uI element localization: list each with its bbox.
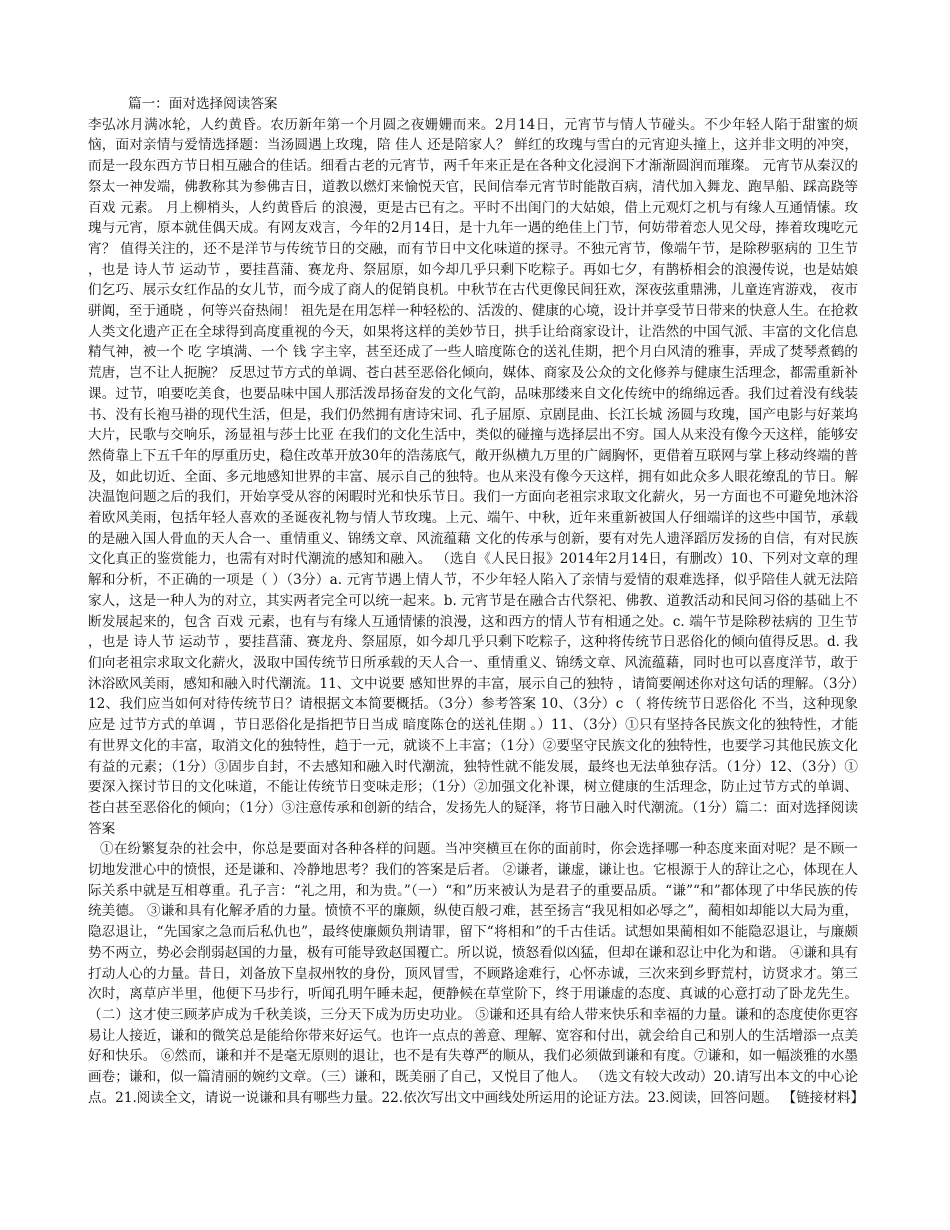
document-heading: 篇一：面对选择阅读答案 <box>128 96 278 112</box>
section-two-text: ①在纷繁复杂的社会中，你总是要面对各种各样的问题。当冲突横亘在你的面前时，你会选择哪一种态度来面对呢？是不顾一切地发泄心中的愤恨，还是谦和、冷静地思考？我们的答案是后者。 ②谦者，谦虚，谦让也。它根源于人的辞让之心，体现在人际关系中就是互相尊重。孔子言：“礼之用，和为贵。”（一）“和”历来被认为是君子的重要品质。“谦”“和”都体现了中华民族的传统美德。 ③谦和具有化解矛盾的力量。愤愤不平的廉颇，纵使百般刁难，甚至扬言“我见相如必辱之”，蔺相如却能以大局为重，隐忍退让，“先国家之急而后私仇也”，最终使廉颇负荆请罪，留下“将相和”的千古佳话。试想如果蔺相如不能隐忍退让，与廉颇势不两立，势必会削弱赵国的力量，极有可能导致赵国覆亡。所以说，愤怒看似凶猛，但却在谦和忍让中化为和谐。 ④谦和具有打动人心的力量。昔日，刘备放下皇叔州牧的身份，顶风冒雪，不顾路途难行，心怀赤诚，三次来到乡野荒村，访贤求才。第三次时，离草庐半里，他便下马步行，听闻孔明午睡未起，便静候在草堂阶下，终于用谦虚的态度、真诚的心意打动了卧龙先生。（二）这才使三顾茅庐成为千秋美谈，三分天下成为历史功业。 ⑤谦和还具有给人带来快乐和幸福的力量。谦和的态度使你更容易让人接近，谦和的微笑总是能给你带来好运气。也许一点点的善意、理解、宽容和付出，就会给自己和别人的生活增添一点美好和快乐。 ⑥然而，谦和并不是毫无原则的退让，也不是有失尊严的顺从，我们必须做到谦和有度。⑦谦和，如一幅淡雅的水墨画卷；谦和，似一篇清丽的婉约文章。（三）谦和，既美丽了自己，又悦目了他人。 （选文有较大改动）20.请写出本文的中心论点。21.阅读全文，请说一说谦和具有哪些力量。22.依次写出文中画线处所运用的论证方法。23.阅读，回答问题。 【链接材料】 <box>88 841 865 1106</box>
document-body <box>88 94 865 1108</box>
section-one-text: 李弘冰月满冰轮，人约黄昏。农历新年第一个月圆之夜姗姗而来。2月14日，元宵节与情人节碰头。不少年轻人陷于甜蜜的烦恼，面对亲情与爱情选择题：当汤圆遇上玫瑰，陪 佳人 还是陪家人？ 鲜红的玫瑰与雪白的元宵迎头撞上，这并非文明的冲突，而是一段东西方节日相互融合的佳话。细看古老的元宵节，两千年来正是在各种文化浸润下才渐渐圆润而璀璨。 元宵节从秦汉的祭太一神发端，佛教称其为参佛吉日，道教以燃灯来愉悦天官，民间信奉元宵节时能散百病，清代加入舞龙、跑旱船、踩高跷等 百戏 元素。 月上柳梢头，人约黄昏后 的浪漫，更是古已有之。平时不出闺门的大姑娘，借上元观灯之机与有缘人互通情愫。玫瑰与元宵，原本就佳偶天成。有网友戏言，今年的2月14日，是十九年一遇的绝佳上门节，何妨带着恋人见父母，捧着玫瑰吃元宵？ 值得关注的，还不是洋节与传统节日的交融，而有节日中文化味道的探寻。不独元宵节，像端午节，是除秽驱病的 卫生节 ，也是 诗人节 运动节 ，要挂菖蒲、赛龙舟、祭屈原，如今却几乎只剩下吃粽子。再如七夕，有鹊桥相会的浪漫传说，也是姑娘们乞巧、展示女红作品的女儿节，而今成了商人的促销良机。中秋节在古代更像民间狂欢，深夜弦重鼎沸，儿童连宵游戏， 夜市骈阗，至于通晓 ，何等兴奋热闹！ 祖先是在用怎样一种轻松的、活泼的、健康的心境，设计并享受节日带来的快意人生。在抢救人类文化遗产正在全球得到高度重视的今天，如果将这样的美妙节日，拱手让给商家设计，让浩然的中国气派、丰富的文化信息精气神，被一个 吃 字填满、一个 钱 字主宰，甚至还成了一些人暗度陈仓的送礼佳期，把个月白风清的雅事，弄成了焚琴煮鹤的荒唐，岂不让人扼腕？ 反思过节方式的单调、苍白甚至恶俗化倾向，媒体、商家及公众的文化修养与健康生活理念，都需重新补课。过节，咱要吃美食，也要品味中国人那活泼昂扬奋发的文化气韵，品味那缕来自文化传统中的绵绵远香。我们过着没有线装书、没有长袍马褂的现代生活，但是，我们仍然拥有唐诗宋词、孔子屈原、京剧昆曲、长江长城 汤圆与玫瑰，国产电影与好莱坞大片，民歌与交响乐，汤显祖与莎士比亚 在我们的文化生活中，类似的碰撞与选择层出不穷。国人从来没有像今天这样，能够安然倚靠上下五千年的厚重历史，稳住改革开放30年的浩荡底气，敞开纵横九万里的广阔胸怀，更借着互联网与掌上移动终端的普及，如此切近、全面、多元地感知世界的丰富、展示自己的独特。也从来没有像今天这样，拥有如此众多人眼花缭乱的节日。解决温饱问题之后的我们，开始享受从容的闲暇时光和快乐节日。我们一方面向老祖宗求取文化薪火，另一方面也不可避免地沐浴着欧风美雨，包括年轻人喜欢的圣诞夜礼物与情人节玫瑰。上元、端午、中秋，近年来重新被国人仔细端详的这些中国节，承载的是融入国人骨血的天人合一、重情重义、锦绣文章、风流蕴藉 文化的传承与创新，要有对先人遗泽蹈厉发扬的自信，有对民族文化真正的鉴赏能力，也需有对时代潮流的感知和融入。 （选自《人民日报》2014年2月14日，有删改）10、下列对文章的理解和分析，不正确的一项是（ ）（3分）a. 元宵节遇上情人节，不少年轻人陷入了亲情与爱情的艰难选择，似乎陪佳人就无法陪家人，这是一种人为的对立，其实两者完全可以统一起来。b. 元宵节是在融合古代祭祀、佛教、道教活动和民间习俗的基础上不断发展起来的，包含 百戏 元素，也有与有缘人互通情愫的浪漫，这和西方的情人节有相通之处。c. 端午节是除秽祛病的 卫生节 ，也是 诗人节 运动节 ，要挂菖蒲、赛龙舟、祭屈原，如今却几乎只剩下吃粽子，这种将传统节日恶俗化的倾向值得反思。d. 我们向老祖宗求取文化薪火，汲取中国传统节日所承载的天人合一、重情重义、锦绣文章、风流蕴藉，同时也可以喜度洋节，敢于沐浴欧风美雨，感知和融入时代潮流。11、文中说要 感知世界的丰富，展示自己的独特 ，请简要阐述你对这句话的理解。（3分）12、我们应当如何对待传统节日？请根据文本简要概括。（3分）参考答案 10、（3分）c （ 将传统节日恶俗化 不当，这种现象应是 过节方式的单调 ，节日恶俗化是指把节日当成 暗度陈仓的送礼佳期 。）11、（3分）①只有坚持各民族文化的独特性，才能有世界文化的丰富，取消文化的独特性，趋于一元，就谈不上丰富；（1分）②要坚守民族文化的独特性，也要学习其他民族文化有益的元素；（1分）③固步自封，不去感知和融入时代潮流，独特性就不能发展，最终也无法单独存活。（1分）12、（3分）①要深入探讨节日的文化味道，不能让传统节日变味走形；（1分）②加强文化补课，树立健康的生活理念，防止过节方式的单调、苍白甚至恶俗化的倾向；（1分）③注意传承和创新的结合，发扬先人的疑泽，将节日融入时代潮流。（1分）篇二：面对选择阅读答案 <box>88 116 858 837</box>
